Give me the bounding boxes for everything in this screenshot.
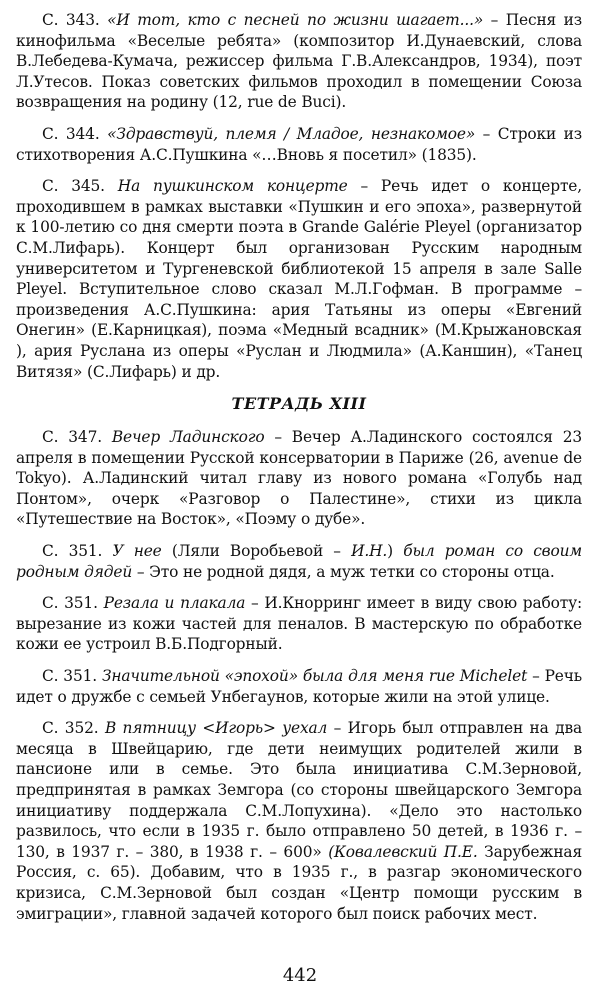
page-number: 442 [282,965,318,986]
note-ref: С. 351. [42,542,103,561]
note-text: – И.Кнорринг имеет в виду свою работу: вырезание из кожи частей для пеналов. В мастерскую по обработке кожи ее устроил В.Б.Подгорный. [16,594,583,654]
note-p343 [16,10,582,113]
note-aside-end: ) [387,542,404,561]
note-ref: С. 347. [42,428,102,447]
note-citation-rest: Зарубежная Россия, с. 65). Добавим, что в 1935 г., в разгар экономического кризиса, С.М.Зерновой был создан «Центр помощи русским в эмиграции», главной задачей которого был поиск рабочих мест. [16,842,583,923]
note-p344 [16,124,582,165]
note-p345 [16,176,582,382]
note-ref: С. 352. [42,719,99,738]
note-title: Значительной «эпохой» была для меня rue Michelet [101,667,528,686]
note-text: – Строки из стихотворения А.С.Пушкина «…Вновь я посетил» (1835). [16,124,583,164]
note-text: – Это не родной дядя, а муж тетки со стороны отца. [132,562,555,581]
note-aside-initials: И.Н. [351,542,388,561]
note-text: – Речь идет о концерте, проходившем в рамках выставки «Пушкин и его эпоха», развернутой к 100-летию со дня смерти поэта в Grande Galérie Pleyel (организатор С.М.Лифарь). Концерт был организован Русским народным университетом и Тургеневской библиотекой 15 апреля в зале Salle Pleyel. Вступительное слово сказал М.Л.Гофман. В программе – произведения А.С.Пушкина: ария Татьяны из оперы «Евгений Онегин» (Е.Карницкая), поэма «Медный всадник» (М.Крыжановская ), ария Руслана из оперы «Руслан и Людмила» (А.Каншин), «Танец Витязя» (С.Лифарь) и др. [16,177,583,381]
note-title: У нее [112,542,162,561]
note-text: – Вечер А.Ладинского состоялся 23 апреля в помещении Русской консерватории в Париже (26, avenue de Tokyo). А.Ладинский читал главу из нового романа «Голубь над Понтом», очерк «Разговор о Палестине», стихи из цикла «Путешествие на Восток», «Поэму о дубе». [16,428,582,529]
note-ref: С. 343. [42,11,100,29]
note-p352 [16,718,582,924]
note-p351-a [16,541,582,582]
note-p347 [16,427,582,530]
note-aside: (Ляли Воробьевой – [161,542,352,561]
note-p351-b [16,593,582,655]
note-text: – Речь идет о дружбе с семьей Унбегаунов, которые жили на этой улице. [16,667,582,706]
note-ref: С. 345. [42,177,105,196]
note-ref: С. 344. [42,124,100,143]
note-ref: С. 351. [42,667,97,686]
note-citation: (Ковалевский П.Е. [328,842,478,861]
note-ref: С. 351. [42,594,98,613]
note-title-cont: был роман со своим родным дядей [16,542,582,581]
note-title: В пятницу <Игорь> уехал [104,719,328,738]
section-heading: ТЕТРАДЬ XIII [231,394,367,414]
note-text: – Игорь был отправлен на два месяца в Швейцарию, где дети неимущих родителей жили в пансионе или в семье. Это была инициатива С.М.Зерновой, предпринятая в рамках Земгора (со стороны швейцарского Земгора инициативу поддержала С.М.Лопухина). «Дело это настолько развилось, что если в 1935 г. было отправлено 50 детей, в 1936 г. – 130, в 1937 г. – 380, в 1938 г. – 600» [16,719,582,861]
note-title: «И тот, кто с песней по жизни шагает...» [107,11,484,29]
note-title: Резала и плакала [103,594,246,613]
note-p351-c [16,666,582,707]
note-text: – Песня из кинофильма «Веселые ребята» (композитор И.Дунаевский, слова В.Лебедева-Кумача, режиссер фильма Г.В.Александров, 1934), поэт Л.Утесов. Показ советских фильмов проходил в помещении Союза возвращения на родину (12, rue de Buci). [16,11,582,112]
note-title: «Здравствуй, племя / Младое, незнакомое» [107,124,476,143]
note-title: Вечер Ладинского [111,428,265,447]
note-title: На пушкинском концерте [117,177,348,196]
